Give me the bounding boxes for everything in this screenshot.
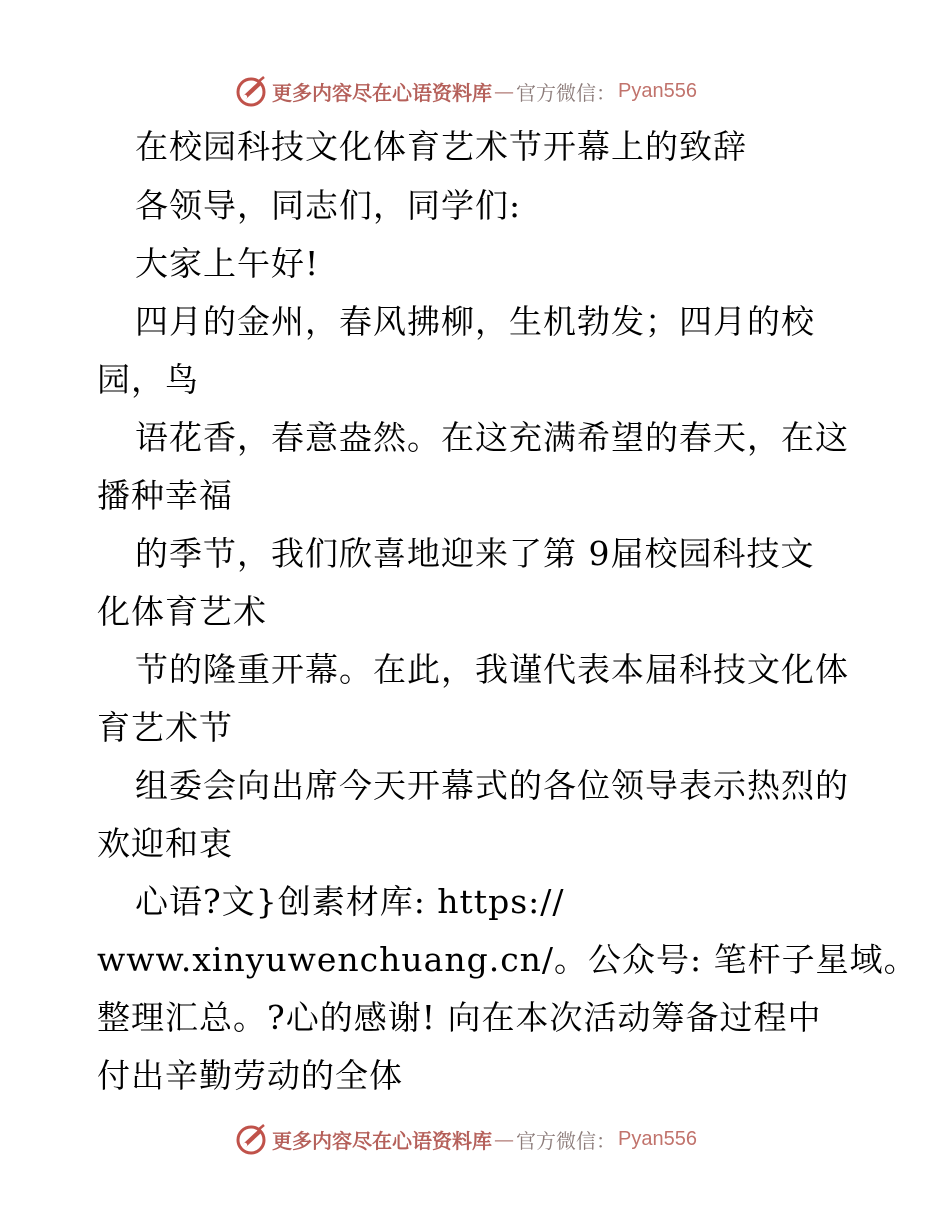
quill-pen-icon (234, 1122, 268, 1156)
paragraph-line: 园，鸟 (97, 360, 199, 399)
paragraph-line: 播种幸福 (97, 476, 233, 515)
watermark-dash: — (494, 79, 514, 103)
watermark-wechat-id: Pyan556 (618, 1127, 697, 1150)
watermark-wechat-id: Pyan556 (618, 79, 697, 102)
quill-pen-icon (234, 74, 268, 108)
paragraph-line: 付出辛勤劳动的全体 (97, 1056, 403, 1095)
greeting-line: 大家上午好! (135, 244, 320, 283)
watermark-wechat-label: 官方微信 (516, 1128, 596, 1153)
paragraph-line: 育艺术节 (97, 708, 233, 747)
watermark-main-text: 更多内容尽在心语资料库 (272, 80, 492, 105)
header-watermark (234, 74, 697, 108)
watermark-dash: — (494, 1127, 514, 1151)
document-title: 在校园科技文化体育艺术节开幕上的致辞 (135, 127, 747, 166)
paragraph-line: 化体育艺术 (97, 592, 267, 631)
paragraph-line: 欢迎和衷 (97, 824, 233, 863)
watermark-wechat-label: 官方微信 (516, 80, 596, 105)
paragraph-line: 节的隆重开幕。在此，我谨代表本届科技文化体 (135, 650, 849, 689)
watermark-main-text: 更多内容尽在心语资料库 (272, 1128, 492, 1153)
paragraph-line: 语花香，春意盎然。在这充满希望的春天，在这 (135, 418, 849, 457)
watermark-colon: ： (596, 80, 616, 105)
salutation-line: 各领导，同志们，同学们: (135, 186, 522, 225)
paragraph-line: 心语?文}创素材库: https:// (135, 882, 565, 921)
paragraph-line: 的季节，我们欣喜地迎来了第 9届校园科技文 (135, 534, 815, 573)
paragraph-line: 四月的金州，春风拂柳，生机勃发；四月的校 (135, 302, 815, 341)
watermark-colon: ： (596, 1128, 616, 1153)
paragraph-line: 整理汇总。?心的感谢! 向在本次活动筹备过程中 (97, 998, 822, 1037)
paragraph-line: www.xinyuwenchuang.cn/。公众号: 笔杆子星域。 (97, 940, 918, 979)
footer-watermark (234, 1122, 697, 1156)
paragraph-line: 组委会向出席今天开幕式的各位领导表示热烈的 (135, 766, 849, 805)
